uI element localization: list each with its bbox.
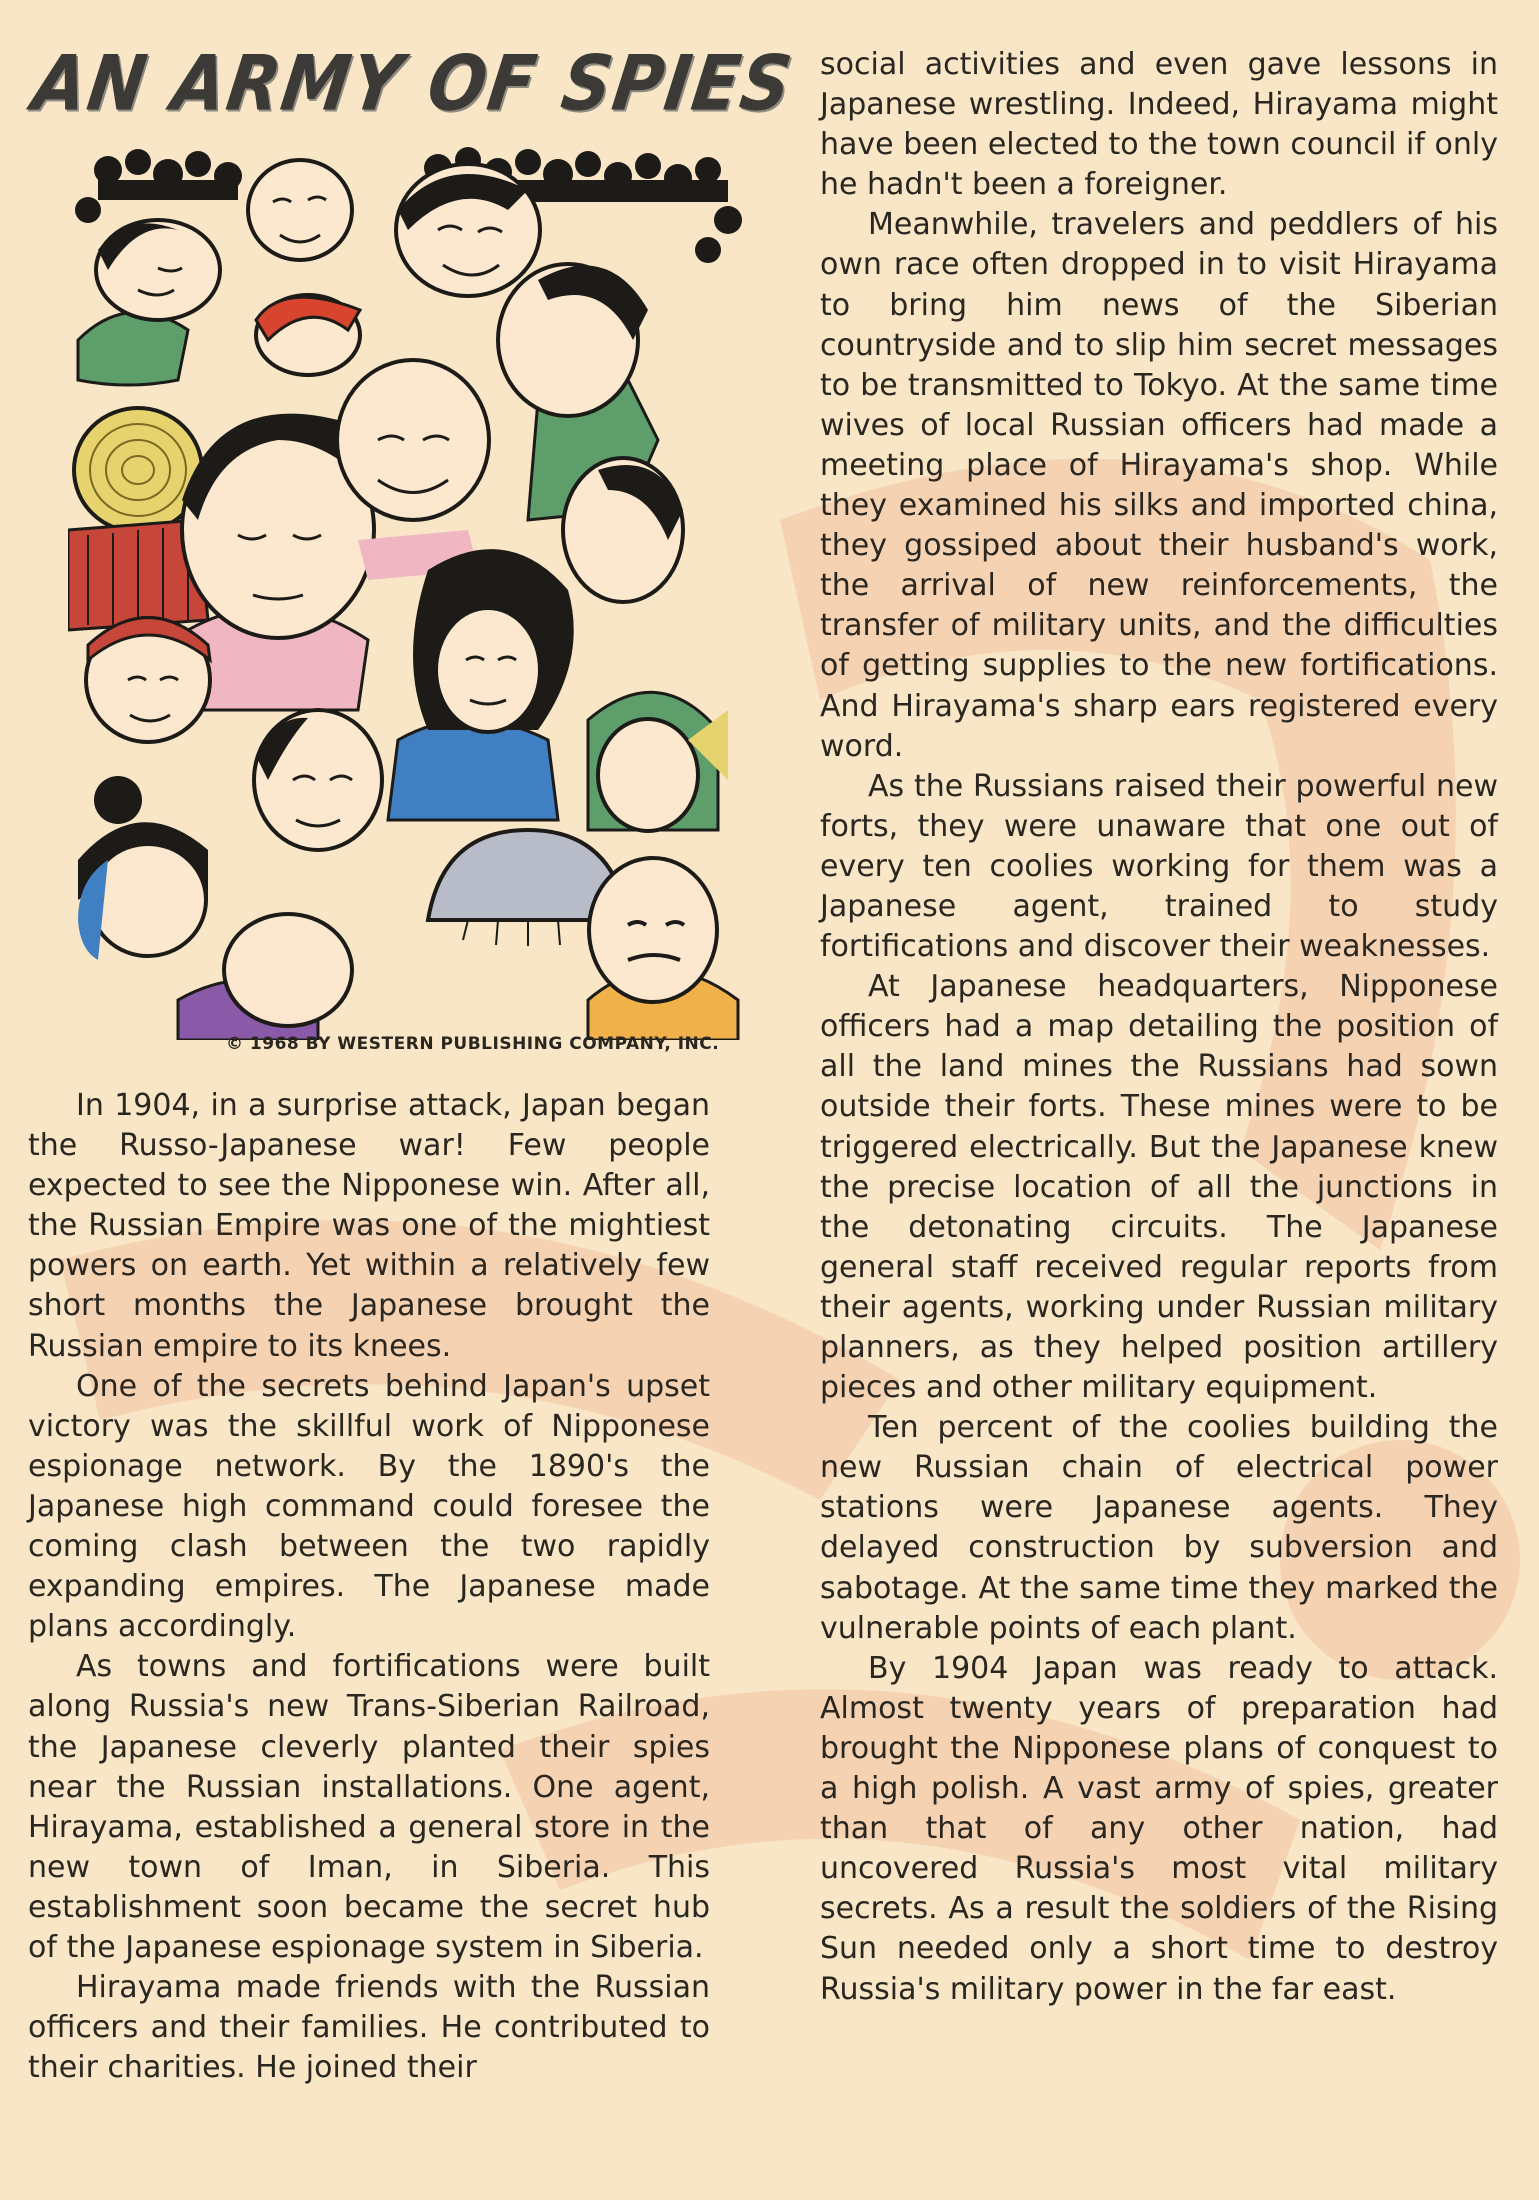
paragraph: In 1904, in a surprise attack, Japan began the Russo-Japanese war! Few people expected to see the Nipponese win. After all, the Russian Empire was one of the mightiest powers on earth. Yet within a relatively few short months the Japanese brought the Russian empire to its knees. — [28, 1088, 710, 1364]
paragraph: As towns and fortifications were built along Russia's new Trans-Siberian Railroad, the Japanese cleverly planted their spies near the Russian installations. One agent, Hirayama, established a general store in the new town of Iman, in Siberia. This establishment soon became the secret hub of the Japanese espionage system in Siberia. — [28, 1649, 710, 1965]
right-column — [820, 45, 1498, 2010]
face — [224, 914, 352, 1026]
paragraph: social activities and even gave lessons in Japanese wrestling. Indeed, Hirayama might have been elected to the town council if only he hadn't been a foreigner. — [820, 47, 1498, 203]
face — [337, 360, 489, 520]
paragraph: Ten percent of the coolies building the new Russian chain of electrical power stations were Japanese agents. They delayed construction by subversion and sabotage. At the same time they marked the vulnerable points of each plant. — [820, 1410, 1498, 1646]
paragraph: As the Russians raised their powerful new forts, they were unaware that one out of every ten coolies working for them was a Japanese agent, trained to study fortifications and discover their weaknesses. — [820, 768, 1498, 965]
paragraph: One of the secrets behind Japan's upset victory was the skillful work of Nipponese espionage network. By the 1890's the Japanese high command could foresee the coming clash between the two rapidly expanding empires. The Japanese made plans accordingly. — [28, 1368, 710, 1645]
face — [598, 719, 698, 831]
face — [254, 710, 382, 850]
face — [248, 160, 352, 260]
left-column — [28, 1086, 710, 2088]
copyright-notice: © 1968 BY WESTERN PUBLISHING COMPANY, INC. — [226, 1034, 720, 1054]
paragraph: At Japanese headquarters, Nipponese officers had a map detailing the position of all the land mines the Russians had sown outside their forts. These mines were to be triggered electrically. But the Japanese knew the precise location of all the junctions in the detonating circuits. The Japanese general staff received regular reports from their agents, working under Russian military planners, as they helped position artillery pieces and other military equipment. — [820, 969, 1498, 1406]
paragraph: By 1904 Japan was ready to attack. Almost twenty years of preparation had brought the Nipponese plans of conquest to a high polish. A vast army of spies, greater than that of any other nation, had uncovered Russia's most vital military secrets. As a result the soldiers of the Rising Sun needed only a short time to destroy Russia's military power in the far east. — [820, 1650, 1498, 2007]
paragraph: Hirayama made friends with the Russian officers and their families. He contributed to their charities. He joined their — [28, 1970, 710, 2086]
paragraph: Meanwhile, travelers and peddlers of his own race often dropped in to visit Hirayama to bring him news of the Siberian countryside and to slip him secret messages to be transmitted to Tokyo. At the same time wives of local Russian officers had made a meeting place of Hirayama's shop. While they examined his silks and imported china, they gossiped about their husband's work, the arrival of new reinforcements, the transfer of military units, and the difficulties of getting supplies to the new fortifications. And Hirayama's sharp ears registered every word. — [820, 207, 1498, 764]
article-title: AN ARMY OF SPIES — [27, 40, 799, 129]
face — [589, 858, 717, 1002]
face — [436, 608, 540, 732]
crowd-of-faces-illustration — [68, 140, 758, 1040]
